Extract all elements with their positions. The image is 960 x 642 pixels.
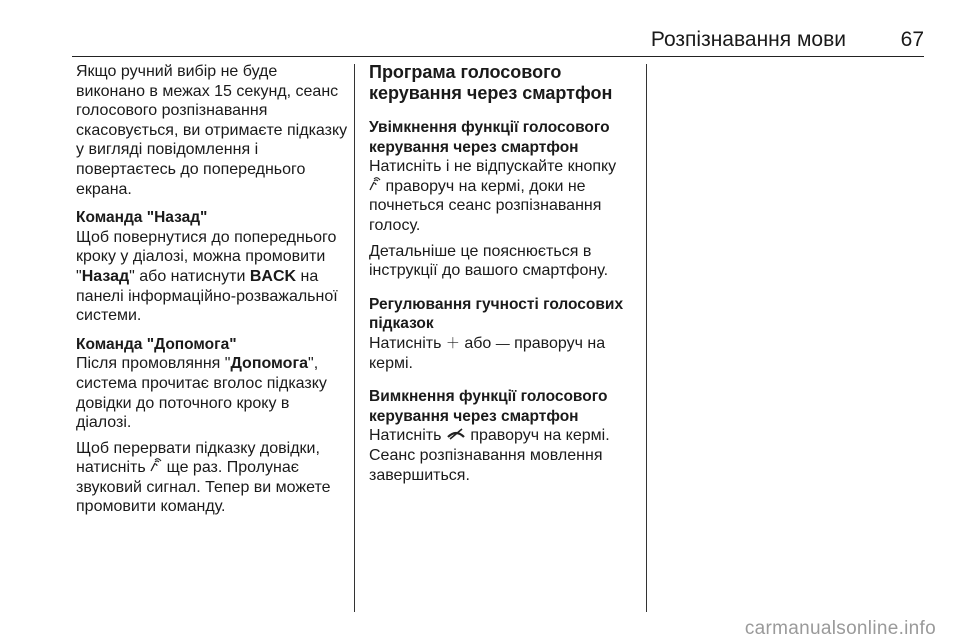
section-help-command (76, 335, 348, 517)
column-divider (646, 64, 647, 612)
voice-icon (150, 458, 162, 478)
column-right (369, 62, 631, 485)
paragraph-help-interrupt: Щоб перервати підказку довідки, натисніть ще раз. Пролунає звуковий сигнал. Тепер ви можете промовити команду. (76, 439, 331, 516)
page-header (72, 24, 924, 57)
plus-icon: ＋ (445, 334, 460, 351)
page-title: Розпізнавання мови (650, 28, 846, 51)
paragraph-enable-details: Детальніше це пояснюється в інструкції до вашого смартфону. (369, 242, 609, 280)
section-back-command (76, 208, 348, 326)
page-number: 67 (900, 28, 924, 51)
paragraph-enable: Натисніть і не відпускайте кнопку праворуч на кермі, доки не почнеться сеанс розпізнавання голосу. (369, 158, 617, 234)
column-left (76, 62, 348, 517)
subheading-volume: Регулювання гучності голосових підказок (369, 295, 624, 333)
paragraph-back: Щоб повернутися до попереднього кроку у діалозі, можна промовити "Назад" або натиснути BACK на панелі інформаційно-розважальної системи. (76, 228, 338, 325)
section-volume (369, 295, 631, 373)
minus-icon: — (495, 334, 510, 351)
paragraph-help: Після промовляння "Допомога", система прочитає вголос підказку довідки до поточного кроку в діалозі. (76, 355, 327, 432)
subheading-help: Команда "Допомога" (76, 335, 237, 353)
watermark: carmanualsonline.info (744, 618, 936, 639)
subheading-back: Команда "Назад" (76, 209, 208, 227)
section-enable (369, 118, 631, 281)
hang-up-icon (446, 426, 466, 446)
paragraph-disable: Натисніть праворуч на кермі. Сеанс розпізнавання мовлення завершиться. (369, 427, 610, 484)
paragraph-timeout: Якщо ручний вибір не буде виконано в межах 15 секунд, сеанс голосового розпізнавання скасовується, ви отримаєте підказку у вигляді повідомлення і повертаєтесь до попереднього екрана. (76, 63, 348, 198)
section-title-smartphone: Програма голосового керування через смартфон (369, 62, 613, 103)
column-divider (354, 64, 355, 612)
section-disable (369, 387, 631, 485)
voice-icon (369, 177, 381, 197)
subheading-disable: Вимкнення функції голосового керування через смартфон (369, 388, 608, 425)
subheading-enable: Увімкнення функції голосового керування через смартфон (369, 119, 610, 156)
paragraph-volume: Натисніть ＋ або — праворуч на кермі. (369, 334, 606, 372)
